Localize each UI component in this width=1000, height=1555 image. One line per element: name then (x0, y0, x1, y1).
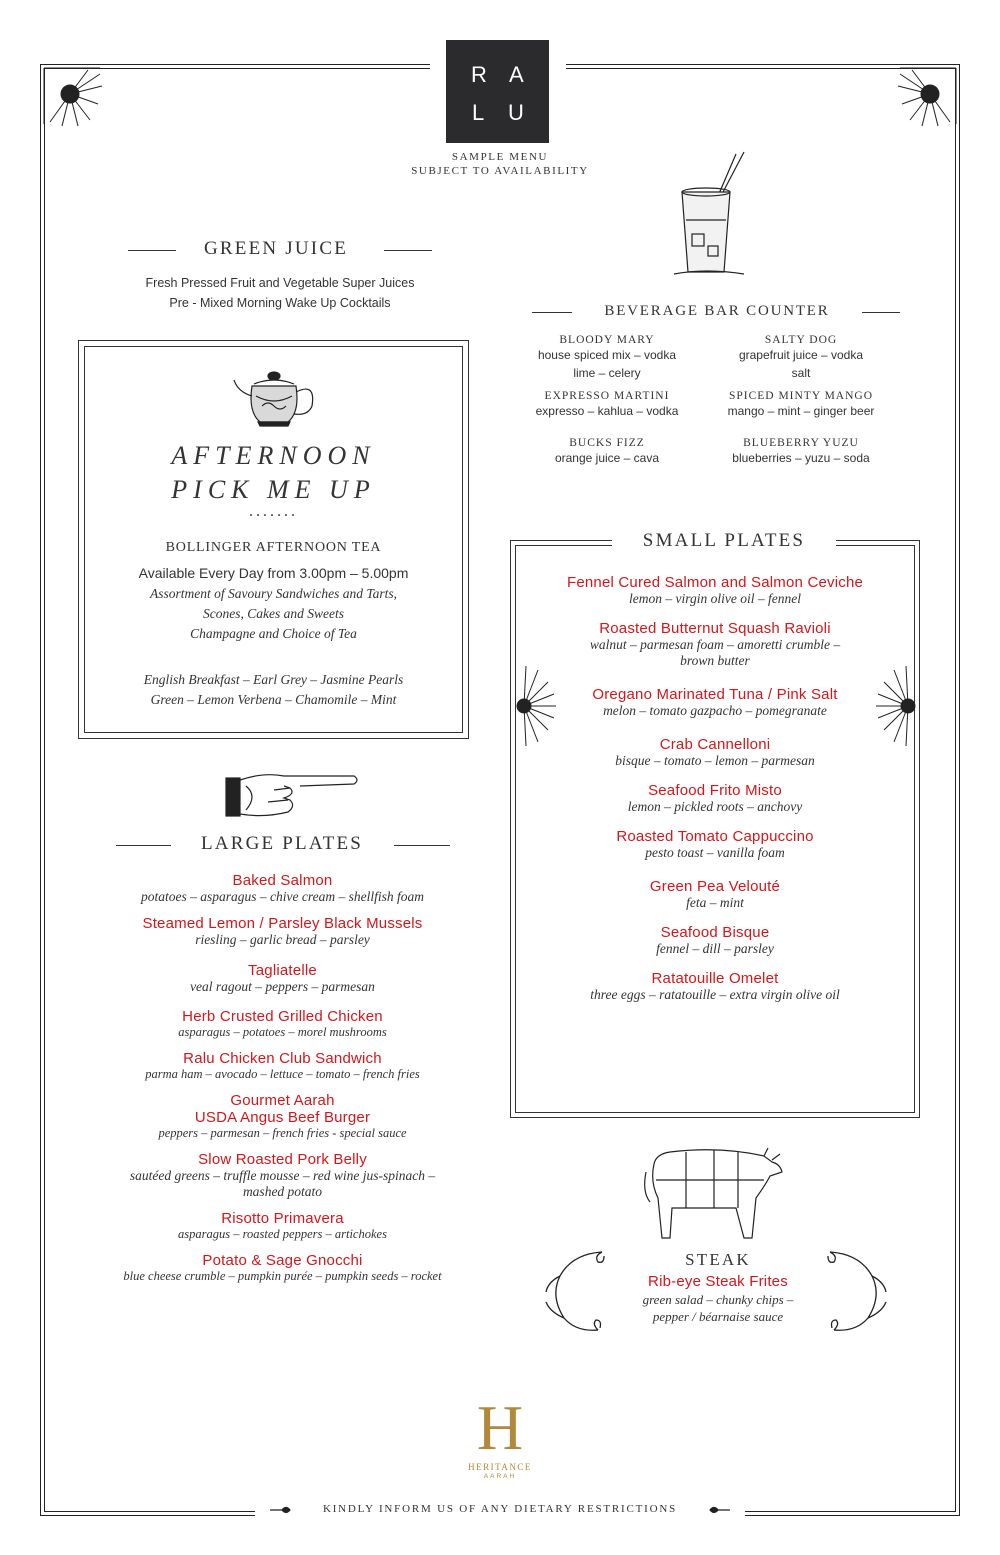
dish-description: peppers – parmesan – french fries - special sauce (158, 1126, 407, 1140)
dish-name: Risotto Primavera (221, 1210, 344, 1227)
afternoon-availability: Available Every Day from 3.00pm – 5.00pm (138, 565, 409, 581)
beverage-name: BLUEBERRY YUZU (743, 437, 859, 449)
dish-description: asparagus – potatoes – morel mushrooms (178, 1025, 387, 1039)
beverage-item (716, 437, 886, 467)
small-plate-item (530, 828, 900, 861)
afternoon-title-line1: AFTERNOON (171, 441, 376, 470)
beverage-desc: orange juice – cava (554, 451, 660, 465)
small-plate-item (530, 878, 900, 911)
dish-description-line2: pepper / béarnaise sauce (652, 1309, 784, 1324)
divider (384, 250, 432, 251)
cocktail-glass-illustration (664, 150, 754, 280)
beverage-desc: house spiced mix – vodka (537, 348, 677, 362)
tea-list-line: English Breakfast – Earl Grey – Jasmine Pearls (143, 672, 404, 687)
green-juice-line: Fresh Pressed Fruit and Vegetable Super Juices (145, 276, 415, 290)
dish-description: bisque – tomato – lemon – parmesan (615, 753, 815, 768)
beverage-desc: blueberries – yuzu – soda (732, 451, 870, 465)
afternoon-desc-line: Assortment of Savoury Sandwiches and Tarts, (149, 586, 397, 601)
divider (862, 312, 900, 313)
small-plate-item (530, 686, 900, 719)
dish-description: veal ragout – peppers – parmesan (190, 979, 375, 994)
heritance-logo-mark: H (476, 1392, 524, 1463)
footer-flourish-right-icon (708, 1504, 732, 1516)
afternoon-desc-line: Scones, Cakes and Sweets (203, 606, 344, 621)
scroll-ornament-left (542, 1246, 606, 1338)
corner-ornament-top-right (890, 64, 960, 134)
dish-name: Baked Salmon (232, 872, 333, 889)
bollinger-subtitle: BOLLINGER AFTERNOON TEA (165, 540, 382, 555)
dish-name: Seafood Bisque (660, 924, 770, 941)
dish-description: three eggs – ratatouille – extra virgin olive oil (590, 987, 840, 1002)
corner-ornament-top-left (40, 64, 110, 134)
sample-menu-label: SAMPLE MENU (451, 151, 549, 163)
dietary-notice: KINDLY INFORM US OF ANY DIETARY RESTRICTIONS (322, 1503, 678, 1515)
beverage-item (522, 334, 692, 382)
dish-description: green salad – chunky chips – (642, 1292, 794, 1307)
beverage-desc: expresso – kahlua – vodka (535, 404, 679, 418)
steak-title: STEAK (685, 1250, 751, 1269)
beverage-item (716, 390, 886, 420)
dish-description: lemon – virgin olive oil – fennel (629, 591, 801, 606)
dish-description: sautéed greens – truffle mousse – red wine jus-spinach – (129, 1168, 436, 1183)
dish-name: Roasted Butternut Squash Ravioli (599, 620, 831, 637)
large-plate-item (90, 1092, 475, 1141)
dish-name: Green Pea Velouté (649, 878, 781, 895)
dish-description: parma ham – avocado – lettuce – tomato – french fries (145, 1067, 420, 1081)
heritance-logo-text: HERITANCE (468, 1462, 532, 1472)
small-plate-item (530, 924, 900, 957)
dish-name: Seafood Frito Misto (648, 782, 782, 799)
dish-name-line2: USDA Angus Beef Burger (194, 1109, 371, 1126)
beverage-name: SPICED MINTY MANGO (728, 390, 874, 402)
small-plate-item (530, 970, 900, 1003)
beverage-name: BUCKS FIZZ (569, 437, 645, 449)
beverage-item (522, 390, 692, 420)
dish-description: lemon – pickled roots – anchovy (627, 799, 803, 814)
large-plate-item (90, 915, 475, 948)
dish-name: Crab Cannelloni (659, 736, 771, 753)
divider (128, 250, 176, 251)
heritance-logo-subtext: AARAH (483, 1473, 517, 1480)
beverage-title: BEVERAGE BAR COUNTER (604, 303, 830, 319)
dish-description: feta – mint (686, 895, 744, 910)
large-plates-list (90, 872, 475, 1284)
large-plate-item (90, 1252, 475, 1284)
dish-description-line2: brown butter (680, 653, 750, 668)
dish-description: walnut – parmesan foam – amoretti crumble – (589, 637, 841, 652)
small-plate-item (530, 782, 900, 815)
dish-name: Steamed Lemon / Parsley Black Mussels (142, 915, 423, 932)
divider (116, 845, 171, 846)
dish-description: blue cheese crumble – pumpkin purée – pumpkin seeds – rocket (123, 1269, 442, 1283)
large-plate-item (90, 962, 475, 995)
afternoon-desc-line: Champagne and Choice of Tea (190, 626, 357, 641)
dish-name: Roasted Tomato Cappuccino (616, 828, 814, 845)
large-plate-item (90, 1151, 475, 1200)
dish-name: Potato & Sage Gnocchi (202, 1252, 363, 1269)
green-juice-title: GREEN JUICE (204, 238, 348, 259)
footer-flourish-left-icon (268, 1504, 292, 1516)
large-plate-item (90, 872, 475, 905)
dish-description: melon – tomato gazpacho – pomegranate (603, 703, 827, 718)
dish-description: asparagus – roasted peppers – artichokes (178, 1227, 387, 1241)
tea-list-line: Green – Lemon Verbena – Chamomile – Mint (150, 692, 397, 707)
dish-name: Ratatouille Omelet (651, 970, 779, 987)
dish-name: Herb Crusted Grilled Chicken (182, 1008, 383, 1025)
dish-name: Oregano Marinated Tuna / Pink Salt (592, 686, 838, 703)
green-juice-line: Pre - Mixed Morning Wake Up Cocktails (169, 296, 391, 310)
dish-description-line2: mashed potato (242, 1184, 323, 1199)
beverage-item (522, 437, 692, 467)
ralu-logo (446, 40, 549, 143)
dish-description: potatoes – asparagus – chive cream – shellfish foam (141, 889, 424, 904)
small-plates-list (530, 574, 900, 1003)
small-plate-item (530, 574, 900, 607)
beverage-desc: grapefruit juice – vodka (738, 348, 864, 362)
logo-letter: L (472, 100, 485, 125)
dish-name: Rib-eye Steak Frites (648, 1273, 788, 1290)
beverage-name: BLOODY MARY (559, 334, 655, 346)
small-plates-title: SMALL PLATES (642, 530, 806, 551)
beverage-desc-line2: salt (791, 366, 811, 380)
beverage-item (716, 334, 886, 382)
beverage-desc-line2: lime – celery (573, 366, 641, 380)
afternoon-title-line2: PICK ME UP (171, 475, 376, 504)
small-plate-item (530, 620, 900, 669)
beverage-desc: mango – mint – ginger beer (727, 404, 875, 418)
beverage-name: EXPRESSO MARTINI (544, 390, 670, 402)
large-plate-item (90, 1050, 475, 1082)
beverage-name: SALTY DOG (764, 334, 838, 346)
dish-name: Slow Roasted Pork Belly (198, 1151, 367, 1168)
dish-name: Ralu Chicken Club Sandwich (183, 1050, 382, 1067)
beef-cuts-illustration (640, 1142, 790, 1242)
dish-name: Gourmet Aarah (230, 1092, 335, 1109)
dish-description: fennel – dill – parsley (656, 941, 774, 956)
afternoon-dots: ....... (249, 503, 298, 520)
dish-description: riesling – garlic bread – parsley (195, 932, 370, 947)
dish-name: Fennel Cured Salmon and Salmon Ceviche (566, 574, 864, 591)
teapot-illustration (232, 362, 322, 430)
logo-letter: A (509, 62, 524, 87)
dish-description: pesto toast – vanilla foam (645, 845, 785, 860)
large-plates-title: LARGE PLATES (200, 833, 364, 854)
logo-letter: U (508, 100, 524, 125)
large-plate-item (90, 1210, 475, 1242)
dish-name: Tagliatelle (248, 962, 317, 979)
divider (532, 312, 572, 313)
pointing-hand-illustration (224, 762, 360, 820)
divider (394, 845, 450, 846)
small-plate-item (530, 736, 900, 769)
logo-letter: R (471, 62, 487, 87)
large-plate-item (90, 1008, 475, 1040)
availability-note: SUBJECT TO AVAILABILITY (411, 165, 589, 177)
